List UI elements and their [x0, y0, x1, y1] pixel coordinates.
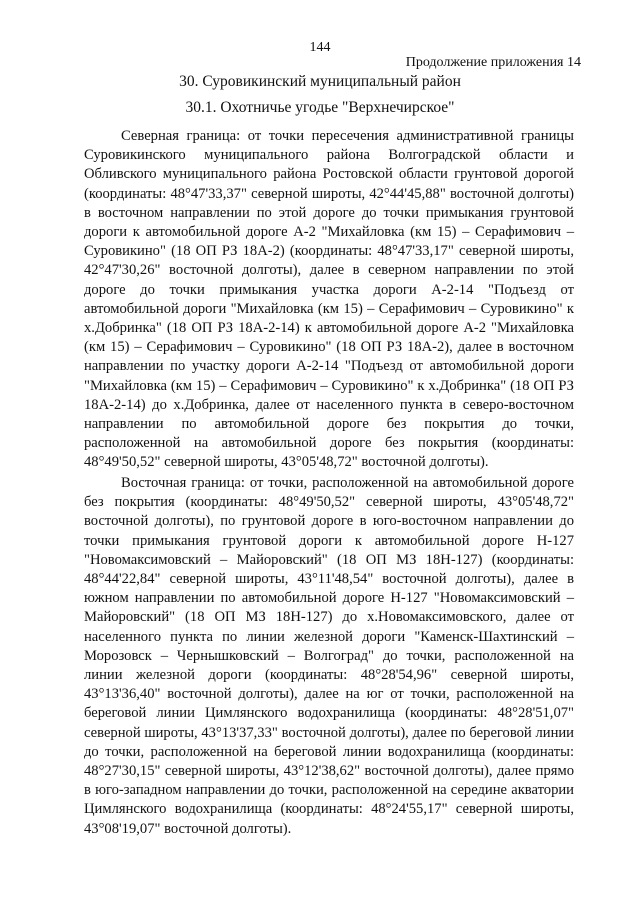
northern-boundary-paragraph: Северная граница: от точки пересечения административной границы Суровикинского муниципального района Волгоградской области и Обливского муниципального района Ростовской области грунтовой дорогой (координаты: 48°47'33,37" северной широты, 42°44'45,88" восточной долготы) в восточном направлении по этой дороге до точки примыкания грунтовой дороги к автомобильной дороге А-2 "Михайловка (км 15) – Серафимович – Суровикино" (18 ОП РЗ 18А-2) (координаты: 48°47'33,17" северной широты, 42°47'30,26" восточной долготы), далее в северном направлении по этой дороге до точки примыкания участка дороги А-2-14 "Подъезд от автомобильной дороги "Михайловка (км 15) – Серафимович – Суровикино" к х.Добринка" (18 ОП РЗ 18А-2-14) к автомобильной дороге А-2 "Михайловка (км 15) – Серафимович – Суровикино" (18 ОП РЗ 18А-2), далее в восточном направлении по участку дороги А-2-14 "Подъезд от автомобильной дороги "Михайловка (км 15) – Серафимович – Суровикино" к х.Добринка" (18 ОП РЗ 18А-2-14) до х.Добринка, далее от населенного пункта в северо-восточном направлении по автомобильной дороге без покрытия до точки, расположенной на автомобильной дороге без покрытия (координаты: 48°49'50,52" северной широты, 43°05'48,72" восточной долготы).: [84, 128, 574, 471]
appendix-continuation-note: Продолжение приложения 14: [405, 55, 581, 70]
hunting-ground-heading: 30.1. Охотничье угодье "Верхнечирское": [185, 99, 455, 116]
eastern-boundary-section: [84, 474, 574, 839]
page-number: 144: [309, 40, 331, 55]
northern-boundary-section: [84, 127, 574, 473]
district-heading: 30. Суровикинский муниципальный район: [179, 73, 461, 90]
eastern-boundary-paragraph: Восточная граница: от точки, расположенной на автомобильной дороге без покрытия (координаты: 48°49'50,52" северной широты, 43°05'48,72" восточной долготы), по грунтовой дороге в юго-восточном направлении до точки примыкания грунтовой дороги к автомобильной дороге Н-127 "Новомаксимовский – Майоровский" (18 ОП МЗ 18Н-127) (координаты: 48°44'22,84" северной широты, 43°11'48,54" восточной долготы), далее в южном направлении по автомобильной дороге Н-127 "Новомаксимовский – Майоровский" (18 ОП МЗ 18Н-127) до х.Новомаксимовского, далее от населенного пункта по линии железной дороги "Каменск-Шахтинский – Морозовск – Чернышковский – Волгоград" до точки, расположенной на линии железной дороги (координаты: 48°28'54,96" северной широты, 43°13'36,40" восточной долготы), далее на юг от точки, расположенной на береговой линии Цимлянского водохранилища (координаты: 48°28'51,07" северной широты, 43°13'37,33" восточной долготы), далее по береговой линии до точки, расположенной на береговой линии водохранилища (координаты: 48°27'30,15" северной широты, 43°12'38,62" восточной долготы), далее прямо в юго-западном направлении до точки, расположенной на середине акватории Цимлянского водохранилища (координаты: 48°24'55,17" северной широты, 43°08'19,07" восточной долготы).: [84, 475, 574, 837]
